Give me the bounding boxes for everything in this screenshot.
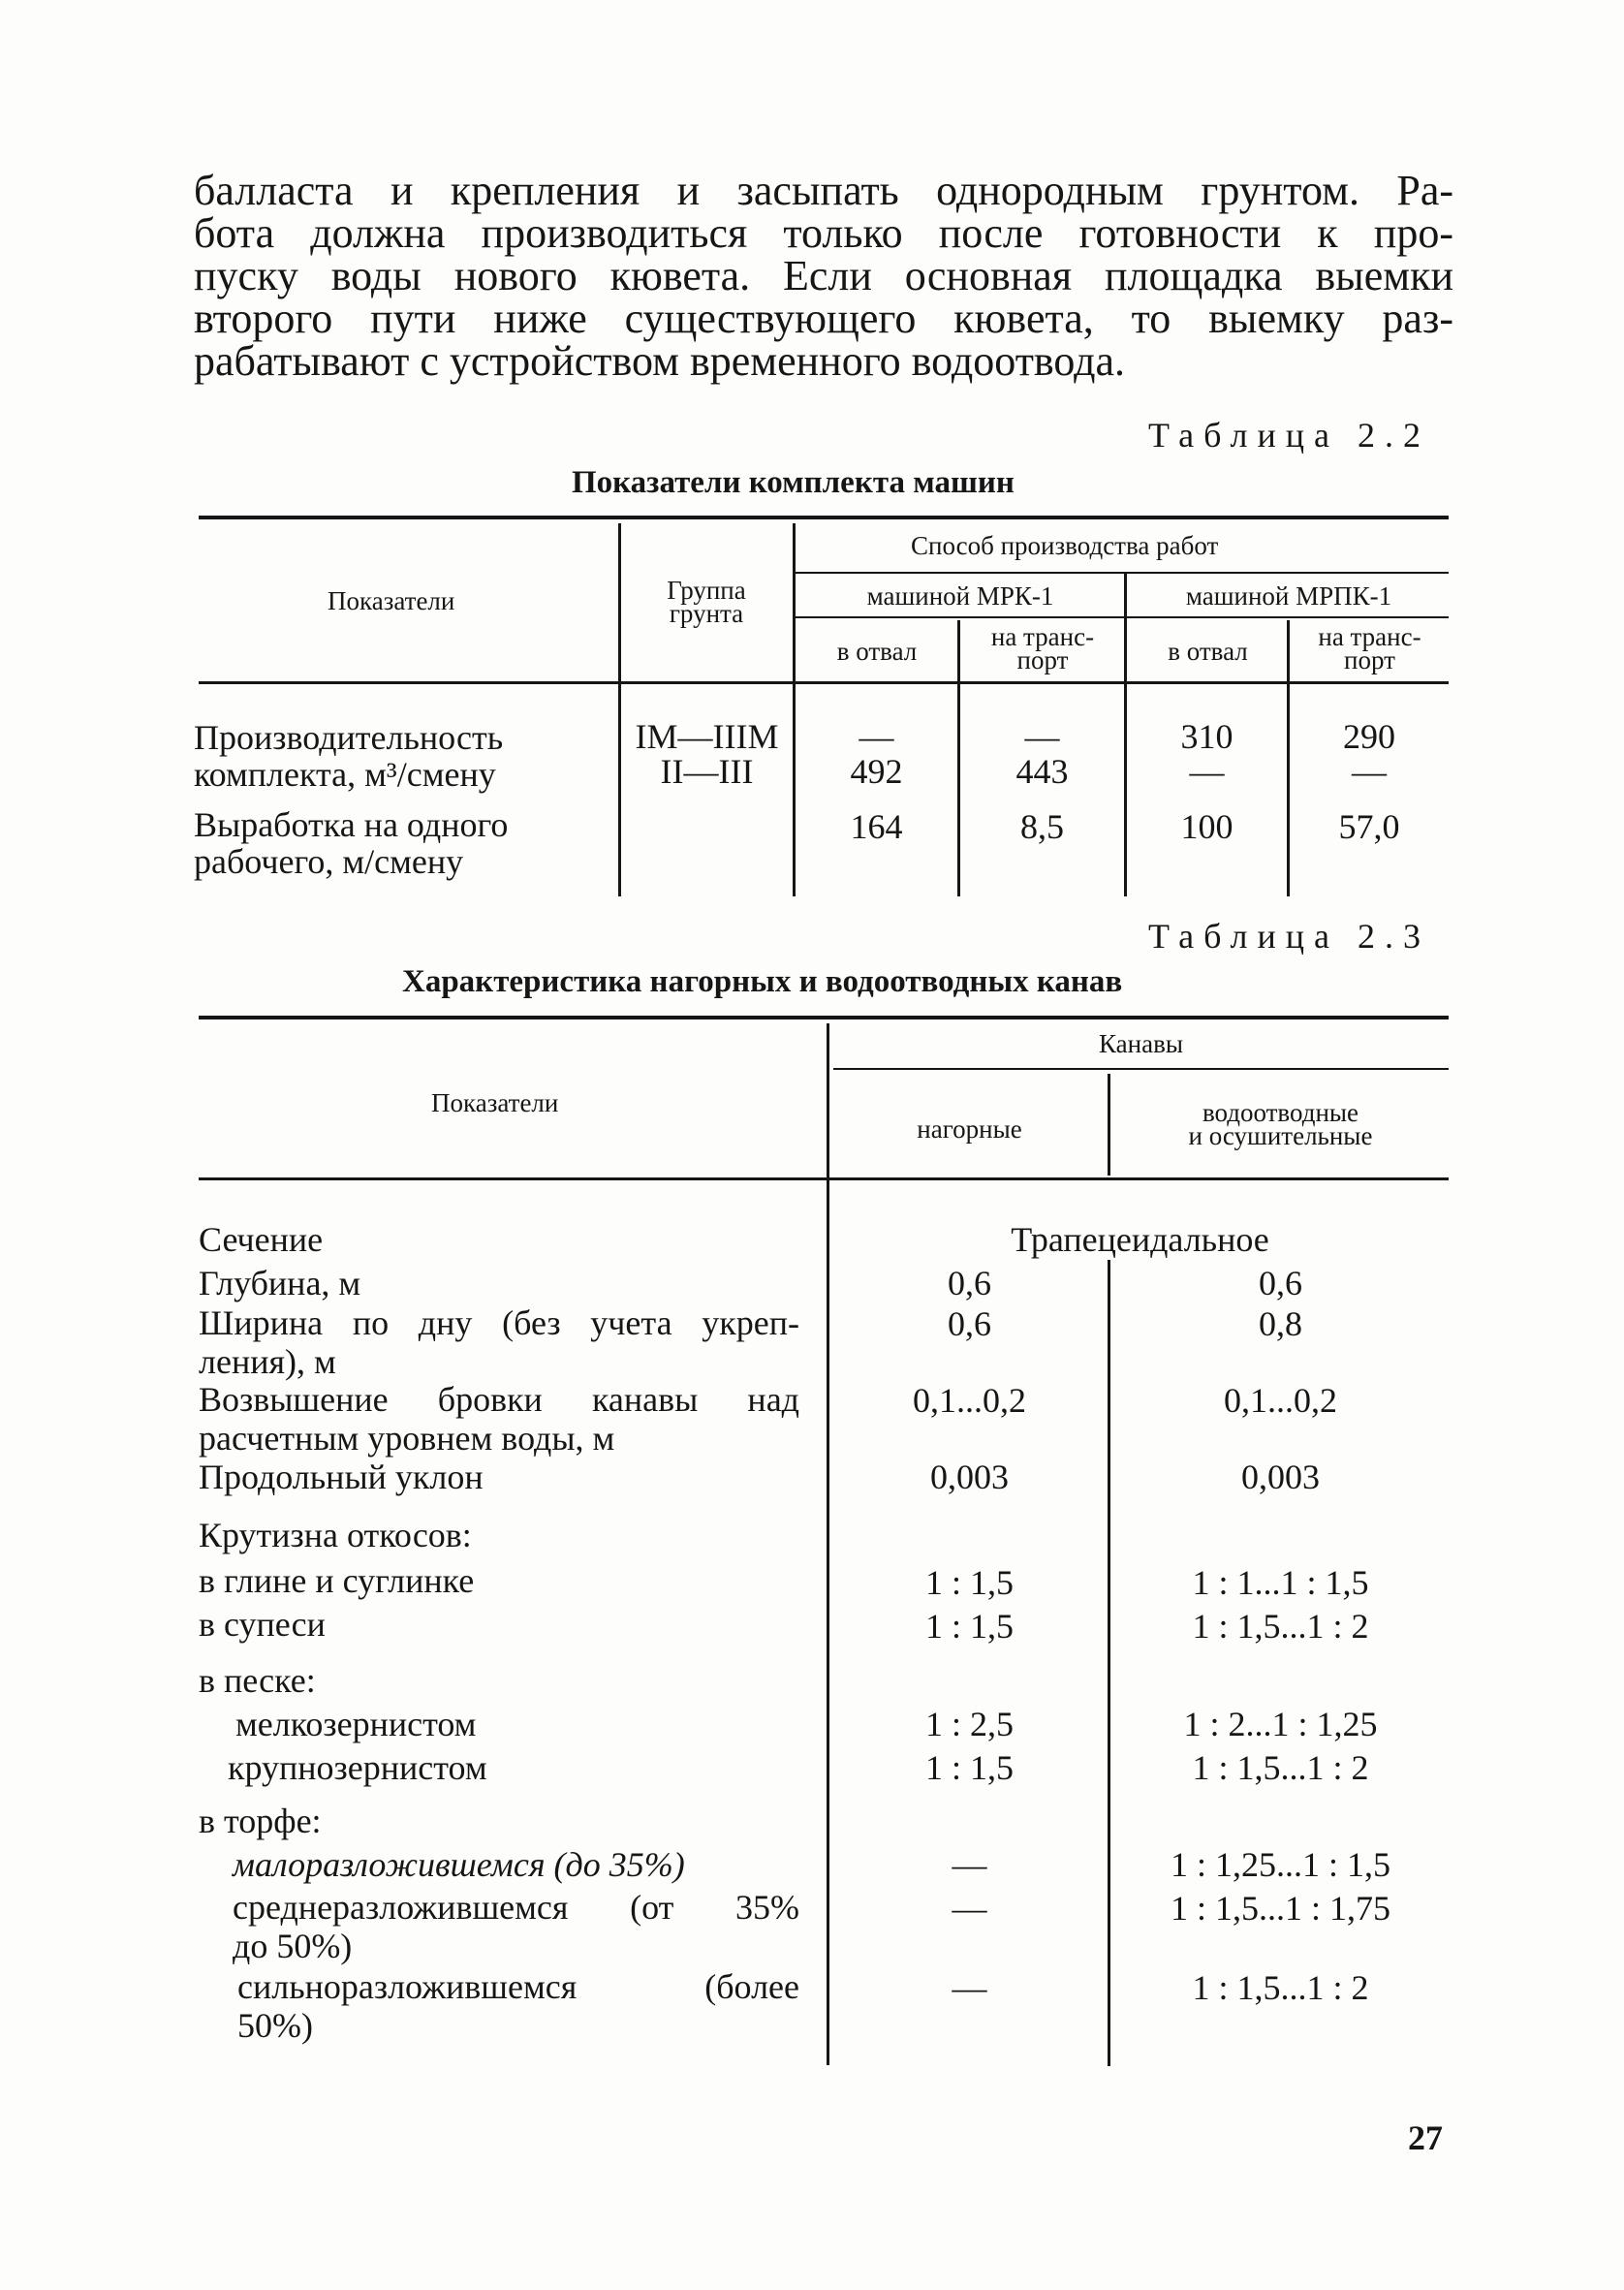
table-cell: 1 : 1,25...1 : 1,5	[1170, 1845, 1390, 1884]
table-cell: —	[952, 1845, 987, 1884]
table-row-label: Сечение	[199, 1220, 324, 1259]
table-row-label: Выработка на одного рабочего, м/смену	[194, 805, 509, 881]
table-2-3-title: Характеристика нагорных и водоотводных канав	[402, 964, 1123, 999]
table-cell: 0,8	[1259, 1304, 1302, 1343]
table-row-label: мелкозернистом	[235, 1705, 477, 1743]
paragraph-line: пуску воды нового кювета. Если основная площадка выемки	[194, 252, 1453, 299]
table-row-label: в супеси	[199, 1605, 326, 1644]
table-cell: 0,003	[930, 1458, 1009, 1496]
table-cell: 0,6	[948, 1264, 991, 1302]
table-row-label: сильноразложившемся (более 50%)	[237, 1967, 799, 2045]
header-dump-2: в отвал	[1168, 637, 1248, 666]
table-row-label: Продольный уклон	[199, 1458, 484, 1496]
table-cell: — 443	[1015, 717, 1069, 791]
table-cell: 0,1...0,2	[1224, 1381, 1337, 1420]
header-transport-1: на транс- порт	[990, 622, 1095, 674]
paragraph-line: рабатывают с устройством временного водоотвода.	[194, 337, 1126, 385]
table-row-label: малоразложившемся (до 35%)	[233, 1845, 685, 1884]
paragraph-line: балласта и крепления и засыпать однородным грунтом. Ра-	[194, 167, 1453, 214]
table-rule	[793, 616, 1127, 618]
table-cell: 1 : 1,5	[924, 1563, 1014, 1602]
table-rule	[199, 516, 1449, 519]
header-indicators: Показатели	[431, 1088, 559, 1117]
table-row-label: в торфе:	[199, 1802, 322, 1840]
table-row-label: крупнозернистом	[228, 1748, 487, 1787]
table-cell: —	[952, 1968, 987, 2007]
table-row-label: Возвышение бровки канавы над расчетным уровнем воды, м	[199, 1380, 799, 1458]
header-method: Способ производства работ	[911, 531, 1219, 560]
table-cell: 1 : 1,5	[924, 1607, 1014, 1646]
table-row-label: Глубина, м	[199, 1264, 361, 1302]
table-row-label: Производительность комплекта, м³/смену	[194, 718, 504, 794]
table-col-divider	[1108, 1260, 1110, 2066]
header-upland: нагорные	[917, 1114, 1022, 1144]
table-rule	[833, 1068, 1449, 1070]
table-col-divider	[618, 523, 621, 896]
table-row-label: среднеразложившемся (от 35% до 50%)	[233, 1888, 799, 1965]
header-ditches: Канавы	[1099, 1029, 1183, 1058]
table-cell: 100	[1180, 807, 1234, 846]
paragraph-line: второго пути ниже существующего кювета, то выемку раз-	[194, 295, 1453, 342]
header-drainage: водоотводные и осушительные	[1188, 1098, 1373, 1150]
table-rule	[1127, 616, 1449, 618]
table-cell: 1 : 1,5...1 : 2	[1192, 1748, 1369, 1787]
table-cell: 1 : 1...1 : 1,5	[1192, 1563, 1369, 1602]
table-cell: 8,5	[1020, 807, 1064, 846]
body-paragraph	[194, 167, 1453, 385]
table-col-divider	[1108, 1074, 1110, 1176]
table-col-divider	[827, 1023, 829, 2065]
header-machine-mrk1: машиной МРК-1	[866, 581, 1054, 611]
table-cell: 164	[850, 807, 903, 846]
table-cell: — 492	[850, 717, 903, 791]
table-rule	[199, 1016, 1449, 1020]
table-cell: 57,0	[1338, 807, 1400, 846]
table-cell: 0,6	[1259, 1264, 1302, 1302]
table-cell: 1 : 2...1 : 1,25	[1183, 1705, 1378, 1743]
table-cell: 290 —	[1343, 717, 1395, 791]
table-cell: 310 —	[1180, 717, 1234, 791]
table-cell: 0,6	[948, 1304, 991, 1343]
table-cell: 1 : 1,5...1 : 1,75	[1170, 1889, 1390, 1928]
table-rule	[199, 1177, 1449, 1180]
header-machine-mrpk1: машиной МРПК-1	[1185, 581, 1392, 611]
header-transport-2: на транс- порт	[1318, 622, 1421, 674]
table-cell: 1 : 1,5...1 : 2	[1192, 1607, 1369, 1646]
table-row-label: в песке:	[199, 1661, 316, 1700]
table-2-2-label: Таблица 2.2	[1148, 416, 1430, 455]
table-cell: 1 : 1,5	[924, 1748, 1014, 1787]
table-rule	[793, 572, 1449, 574]
table-rule	[199, 681, 1449, 684]
header-dump-1: в отвал	[836, 637, 918, 666]
table-2-2-title: Показатели комплекта машин	[572, 465, 1015, 500]
page-number: 27	[1408, 2118, 1443, 2157]
table-cell-merged: Трапецеидальное	[1011, 1220, 1269, 1259]
table-cell: 1 : 1,5...1 : 2	[1192, 1968, 1369, 2007]
table-2-3-label: Таблица 2.3	[1148, 917, 1430, 956]
table-row-label: Крутизна откосов:	[199, 1516, 472, 1554]
table-cell: —	[952, 1889, 987, 1928]
table-cell: 0,1...0,2	[913, 1381, 1026, 1420]
table-cell: 1 : 2,5	[924, 1705, 1014, 1743]
table-cell-soil-group: IM—IIIM II—III	[635, 717, 779, 791]
table-row-label: в глине и суглинке	[199, 1561, 475, 1600]
table-cell: 0,003	[1241, 1458, 1320, 1496]
paragraph-line: бота должна производиться только после готовности к про-	[194, 209, 1453, 257]
header-indicators: Показатели	[328, 586, 455, 615]
header-soil-group: Группа грунта	[667, 576, 746, 628]
table-row-label: Ширина по дну (без учета укреп- ления), м	[199, 1303, 799, 1381]
